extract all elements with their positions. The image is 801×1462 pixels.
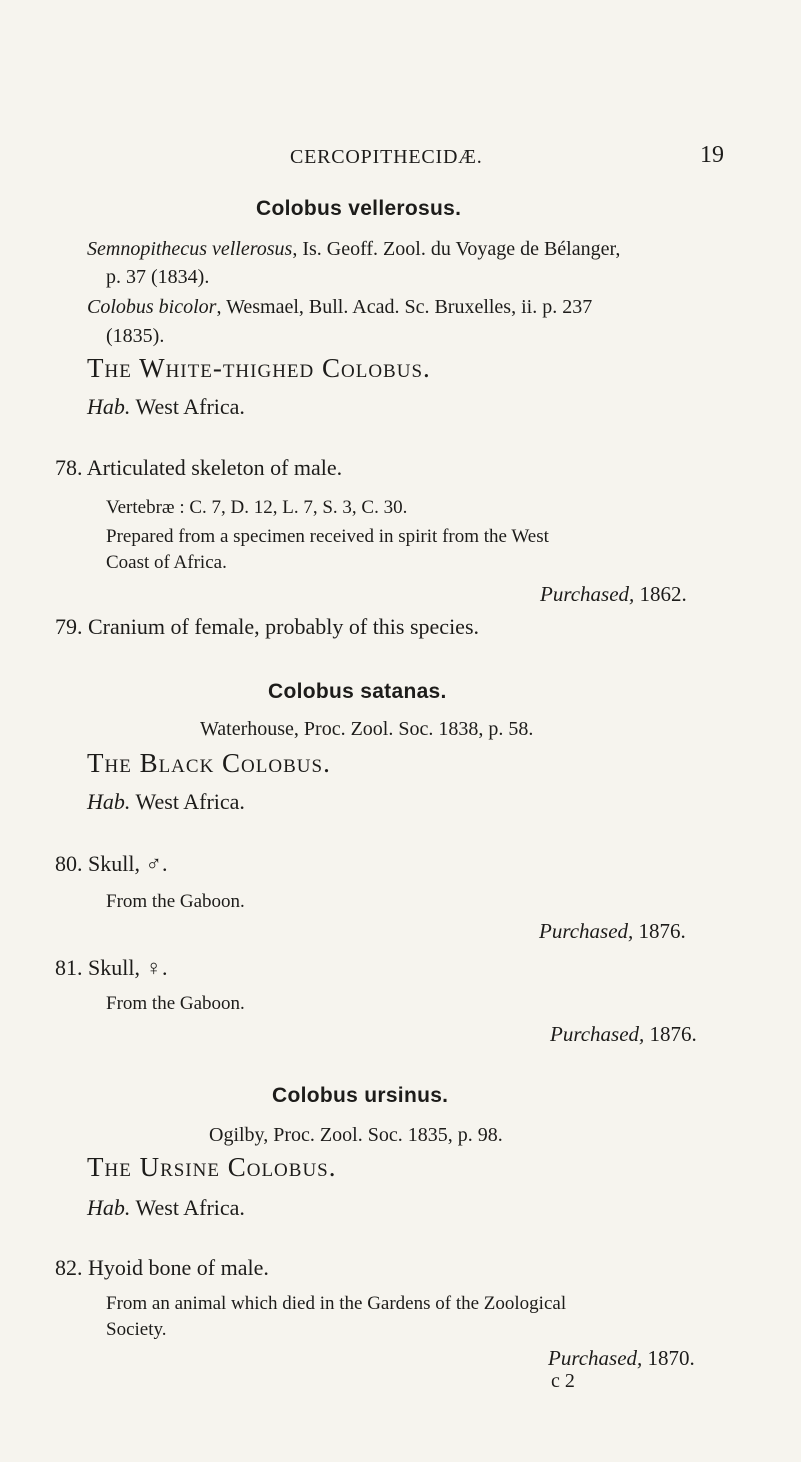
habitat: Hab. West Africa. [87,789,245,814]
common-name: The Ursine Colobus. [87,1152,337,1182]
purchase-note: Purchased, 1870. [548,1346,695,1370]
catalogue-item [55,955,167,981]
citation: Semnopithecus vellerosus, Is. Geoff. Zool. du Voyage de Bélanger, [87,238,621,260]
catalogue-item [55,851,167,877]
running-title: CERCOPITHECIDÆ. [290,146,483,168]
item-number: 80. [55,851,83,876]
item-text: Skull, ♀. [88,955,168,980]
item-note: Vertebræ : C. 7, D. 12, L. 7, S. 3, C. 30. [106,497,408,518]
page-number: 19 [700,142,724,168]
citation: Ogilby, Proc. Zool. Soc. 1835, p. 98. [209,1124,503,1146]
item-text: Cranium of female, probably of this species. [88,614,480,639]
item-text: Skull, ♂. [88,851,168,876]
item-note: Coast of Africa. [106,552,227,573]
habitat: Hab. West Africa. [87,394,245,419]
citation-continued: p. 37 (1834). [106,266,210,288]
item-text: Hyoid bone of male. [88,1255,269,1280]
species-title: Colobus satanas. [268,680,447,703]
item-note: Prepared from a specimen received in spirit from the West [106,526,549,547]
purchase-note: Purchased, 1876. [550,1022,697,1046]
species-title: Colobus ursinus. [272,1084,449,1107]
item-note: From the Gaboon. [106,891,245,912]
item-text: Articulated skeleton of male. [86,455,343,480]
purchase-note: Purchased, 1876. [539,919,686,943]
item-note: From the Gaboon. [106,993,245,1014]
common-name: The Black Colobus. [87,748,331,778]
catalogue-item [55,1255,269,1281]
item-note: Society. [106,1319,167,1340]
item-note: From an animal which died in the Gardens of the Zoological [106,1293,567,1314]
citation-continued: (1835). [106,325,165,347]
item-number: 79. [55,614,83,639]
citation: Colobus bicolor, Wesmael, Bull. Acad. Sc. Bruxelles, ii. p. 237 [87,296,593,318]
species-title: Colobus vellerosus. [256,197,462,220]
item-number: 78. [55,455,83,480]
signature-mark: c 2 [551,1370,575,1392]
item-number: 81. [55,955,83,980]
common-name: The White-thighed Colobus. [87,353,431,383]
item-number: 82. [55,1255,83,1280]
catalogue-item [55,455,342,481]
catalogue-item [55,614,479,640]
citation: Waterhouse, Proc. Zool. Soc. 1838, p. 58. [200,718,534,740]
habitat: Hab. West Africa. [87,1195,245,1220]
purchase-note: Purchased, 1862. [540,582,687,606]
